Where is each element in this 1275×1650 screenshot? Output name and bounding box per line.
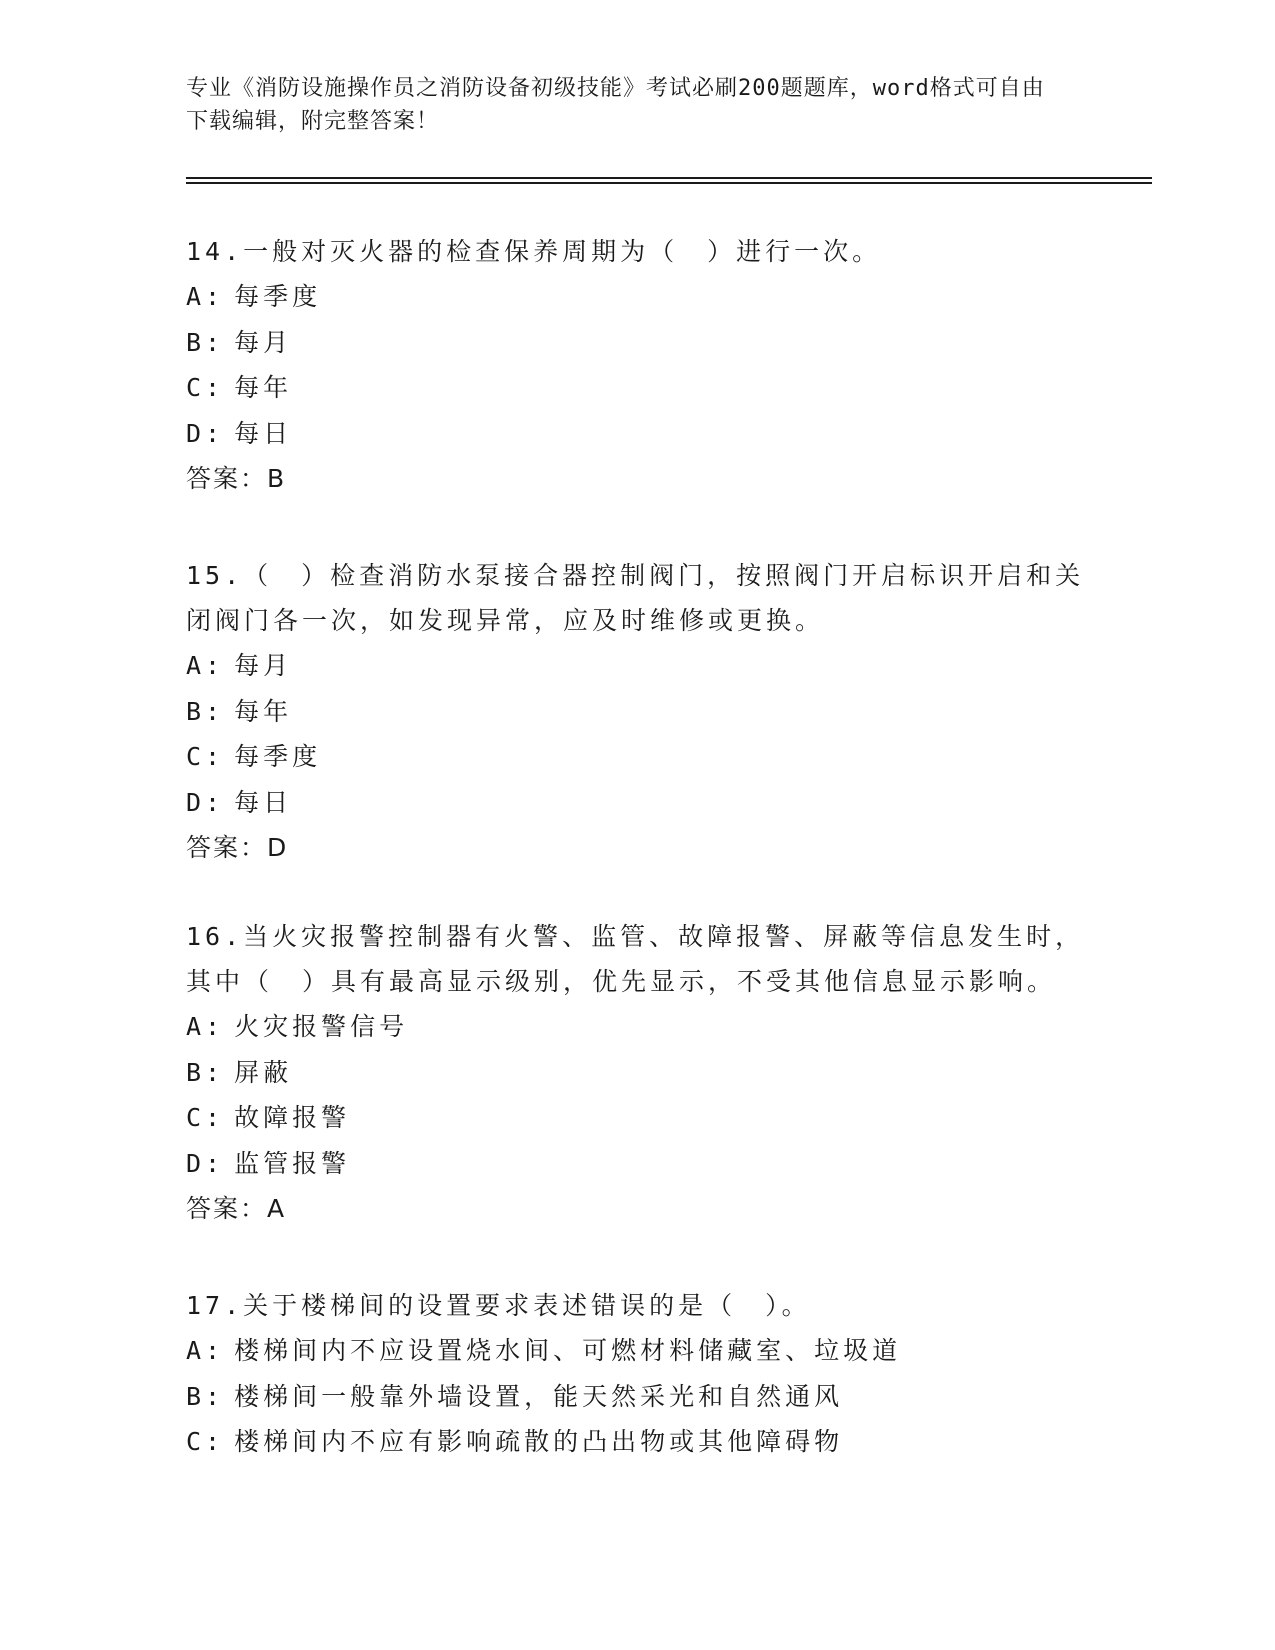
option-a	[186, 1004, 1106, 1050]
question-15	[186, 553, 1106, 870]
answer-line: 答案：A	[186, 1194, 287, 1223]
option-label: C:	[186, 1103, 225, 1132]
option-label: D:	[186, 787, 225, 817]
option-text: 楼梯间一般靠外墙设置，能天然采光和自然通风	[234, 1381, 844, 1411]
option-text: 监管报警	[234, 1148, 351, 1178]
option-label: B:	[186, 327, 225, 357]
option-label: A:	[186, 282, 225, 311]
option-a	[186, 643, 1106, 689]
option-c	[186, 365, 1106, 411]
option-text: 楼梯间内不应设置烧水间、可燃材料储藏室、垃圾道	[234, 1336, 902, 1365]
option-text: 每年	[234, 373, 293, 402]
option-c	[186, 1419, 1106, 1465]
option-text: 故障报警	[234, 1103, 351, 1132]
option-label: A:	[186, 651, 225, 680]
option-label: A:	[186, 1336, 225, 1365]
option-label: C:	[186, 742, 225, 771]
question-stem: 17.关于楼梯间的设置要求表述错误的是（ ）。	[186, 1291, 811, 1320]
option-label: B:	[186, 1057, 225, 1087]
question-14	[186, 229, 1106, 501]
option-text: 每季度	[234, 742, 322, 771]
option-c	[186, 1095, 1106, 1141]
option-text: 每年	[234, 696, 293, 726]
option-text: 楼梯间内不应有影响疏散的凸出物或其他障碍物	[234, 1427, 844, 1456]
header-rule-upper	[186, 177, 1152, 179]
answer-line: 答案：B	[186, 464, 287, 493]
question-stem: 15.（ ）检查消防水泵接合器控制阀门，按照阀门开启标识开启和关闭阀门各一次，如发现异常，应及时维修或更换。	[186, 561, 1085, 635]
option-text: 每日	[234, 418, 293, 448]
option-d	[186, 780, 1106, 826]
option-label: B:	[186, 696, 225, 726]
option-b	[186, 320, 1106, 366]
option-d	[186, 1141, 1106, 1187]
option-text: 火灾报警信号	[234, 1012, 409, 1041]
question-stem: 16.当火灾报警控制器有火警、监管、故障报警、屏蔽等信息发生时，其中（ ）具有最高显示级别，优先显示，不受其他信息显示影响。	[186, 922, 1085, 996]
option-text: 每季度	[234, 282, 322, 311]
option-a	[186, 274, 1106, 320]
header-rule-lower	[186, 182, 1152, 184]
option-label: B:	[186, 1381, 225, 1411]
option-b	[186, 1050, 1106, 1096]
question-17	[186, 1283, 1106, 1465]
option-label: C:	[186, 1427, 225, 1456]
option-c	[186, 734, 1106, 780]
option-text: 每日	[234, 787, 293, 817]
option-label: C:	[186, 373, 225, 402]
option-b	[186, 1374, 1106, 1420]
document-header: 专业《消防设施操作员之消防设备初级技能》考试必刷200题题库，word格式可自由下载编辑，附完整答案！	[186, 76, 1045, 134]
option-label: A:	[186, 1012, 225, 1041]
option-b	[186, 689, 1106, 735]
option-label: D:	[186, 1148, 225, 1178]
option-text: 每月	[234, 651, 293, 680]
option-text: 每月	[234, 327, 293, 357]
answer-line: 答案：D	[186, 833, 289, 862]
option-text: 屏蔽	[234, 1057, 293, 1087]
question-16	[186, 914, 1106, 1231]
question-stem: 14.一般对灭火器的检查保养周期为（ ）进行一次。	[186, 237, 882, 266]
option-label: D:	[186, 418, 225, 448]
option-d	[186, 411, 1106, 457]
option-a	[186, 1328, 1106, 1374]
